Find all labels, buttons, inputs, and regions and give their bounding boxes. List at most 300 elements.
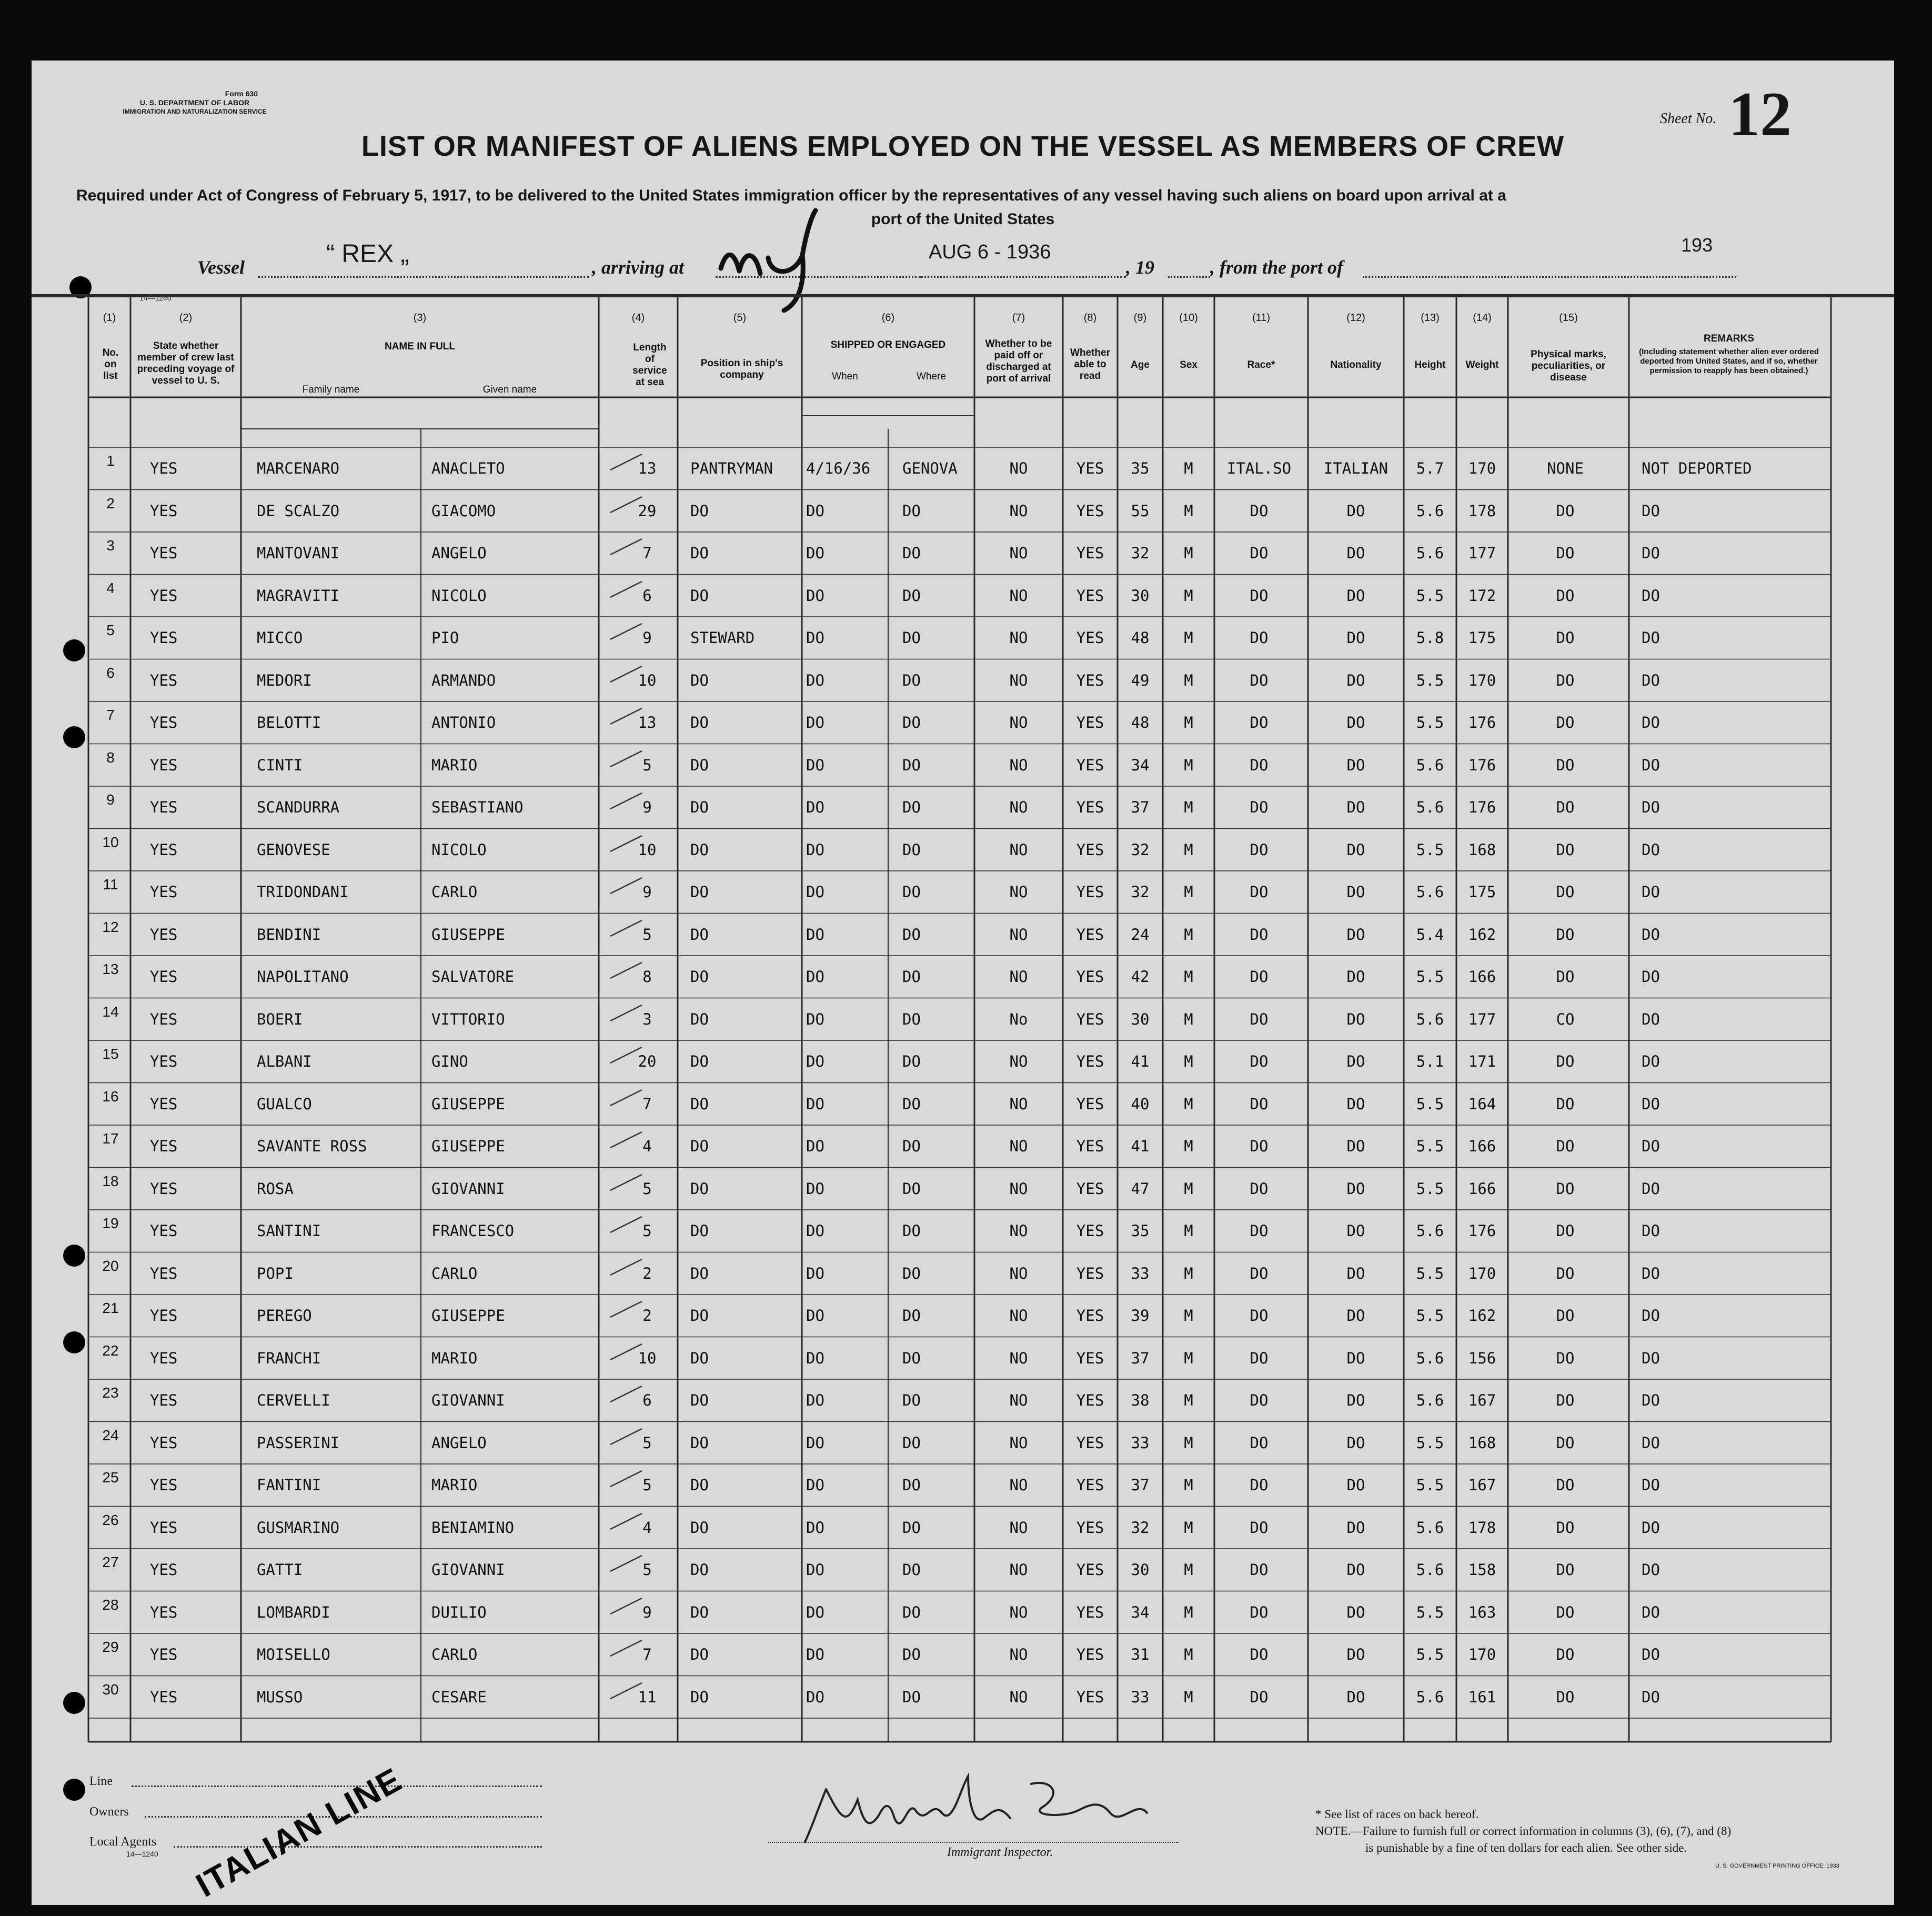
cell-sex: M	[1184, 1264, 1193, 1282]
cell-position: DO	[690, 840, 709, 859]
check-tick-mark	[608, 1553, 645, 1574]
cell-family: MUSSO	[257, 1688, 303, 1706]
cell-sex: M	[1184, 1561, 1193, 1579]
check-tick-mark	[608, 1087, 645, 1108]
cell-where: DO	[902, 1433, 921, 1452]
cell-nat: DO	[1346, 1010, 1365, 1028]
cell-when: DO	[806, 1264, 824, 1282]
cell-nat: DO	[1346, 968, 1365, 986]
cell-remarks: DO	[1642, 1561, 1660, 1579]
cell-read: YES	[1076, 671, 1104, 689]
check-tick-mark	[608, 1172, 645, 1193]
cell-age: 37	[1131, 1476, 1150, 1494]
cell-position: DO	[690, 1222, 709, 1240]
cell-nat: DO	[1346, 1688, 1365, 1706]
check-tick-mark	[608, 452, 645, 473]
cell-age: 55	[1131, 501, 1150, 520]
cell-age: 32	[1131, 544, 1150, 562]
cell-weight: 166	[1468, 1137, 1496, 1155]
cell-when: DO	[806, 629, 824, 647]
cell-age: 37	[1131, 1349, 1150, 1367]
cell-weight: 175	[1468, 883, 1496, 901]
cell-remarks: DO	[1642, 1349, 1660, 1367]
cell-weight: 177	[1468, 1010, 1496, 1028]
col-5-number: (5)	[733, 312, 747, 324]
cell-marks: NONE	[1547, 459, 1584, 477]
cell-remarks: DO	[1642, 1391, 1660, 1409]
cell-sex: M	[1184, 1646, 1193, 1663]
cell-height: 5.5	[1416, 671, 1444, 689]
cell-remarks: DO	[1642, 925, 1660, 944]
cell-read: YES	[1076, 1518, 1104, 1537]
cell-when: DO	[806, 925, 824, 944]
cell-given: ANTONIO	[431, 714, 496, 731]
cell-when: DO	[806, 1476, 824, 1494]
cell-prev: YES	[150, 1052, 178, 1070]
col-14-header: Weight	[1465, 359, 1499, 370]
cell-when: DO	[806, 1052, 824, 1070]
cell-given: DUILIO	[431, 1603, 487, 1621]
cell-no: 15	[102, 1046, 119, 1062]
cell-no: 28	[102, 1596, 119, 1613]
cell-paid: NO	[1009, 840, 1028, 859]
cell-prev: YES	[150, 586, 178, 605]
cell-height: 5.6	[1416, 1349, 1444, 1367]
cell-family: FANTINI	[257, 1476, 321, 1494]
cell-read: YES	[1076, 501, 1104, 520]
cell-service: 7	[642, 1646, 652, 1663]
cell-race: DO	[1250, 925, 1269, 944]
cell-read: YES	[1076, 544, 1104, 562]
cell-no: 3	[106, 537, 115, 554]
cell-sex: M	[1184, 1095, 1193, 1113]
col-9-number: (9)	[1133, 312, 1147, 324]
page-title: LIST OR MANIFEST OF ALIENS EMPLOYED ON THE VESSEL AS MEMBERS OF CREW	[361, 131, 1565, 162]
cell-given: MARIO	[431, 756, 478, 774]
cell-service: 2	[642, 1264, 652, 1282]
cell-prev: YES	[150, 459, 178, 477]
cell-given: GIOVANNI	[431, 1179, 505, 1198]
cell-prev: YES	[150, 1349, 178, 1367]
cell-position: DO	[690, 501, 709, 520]
cell-weight: 172	[1468, 586, 1496, 605]
cell-marks: DO	[1556, 1603, 1575, 1621]
cell-sex: M	[1184, 1603, 1193, 1621]
cell-no: 4	[106, 579, 115, 596]
cell-given: SALVATORE	[431, 968, 515, 986]
arrival-date: AUG 6 - 1936	[929, 241, 1051, 263]
cell-age: 30	[1131, 1561, 1150, 1579]
cell-weight: 162	[1468, 1307, 1496, 1325]
cell-family: MICCO	[257, 629, 303, 647]
cell-no: 7	[106, 707, 115, 723]
cell-service: 13	[638, 714, 657, 731]
cell-when: DO	[806, 798, 824, 816]
cell-prev: YES	[150, 1010, 178, 1028]
shipped-where-header: Where	[917, 371, 946, 382]
manifest-sheet	[32, 61, 1894, 1905]
cell-prev: YES	[150, 671, 178, 689]
cell-paid: NO	[1009, 1349, 1028, 1367]
cell-age: 35	[1131, 1222, 1150, 1240]
cell-remarks: DO	[1642, 756, 1660, 774]
cell-nat: DO	[1346, 1095, 1365, 1113]
cell-marks: CO	[1556, 1010, 1575, 1028]
cell-race: DO	[1250, 798, 1269, 816]
cell-sex: M	[1184, 1518, 1193, 1537]
cell-when: DO	[806, 1688, 824, 1706]
cell-age: 48	[1131, 629, 1150, 647]
cell-position: STEWARD	[690, 629, 755, 647]
note-races: * See list of races on back hereof.	[1315, 1808, 1479, 1821]
cell-paid: NO	[1009, 1518, 1028, 1537]
cell-position: DO	[690, 544, 709, 562]
cell-paid: NO	[1009, 1052, 1028, 1070]
cell-race: DO	[1250, 756, 1269, 774]
cell-race: ITAL.SO	[1226, 459, 1292, 477]
cell-where: DO	[902, 925, 921, 944]
cell-no: 5	[106, 622, 115, 638]
cell-weight: 170	[1468, 459, 1496, 477]
cell-paid: No	[1009, 1010, 1028, 1028]
cell-read: YES	[1076, 629, 1104, 647]
cell-read: YES	[1076, 1179, 1104, 1198]
cell-height: 5.1	[1416, 1052, 1444, 1070]
cell-service: 7	[642, 1095, 652, 1113]
cell-marks: DO	[1556, 671, 1575, 689]
cell-when: DO	[806, 1561, 824, 1579]
cell-when: DO	[806, 714, 824, 731]
cell-read: YES	[1076, 1222, 1104, 1240]
cell-nat: ITALIAN	[1323, 459, 1388, 477]
cell-given: ANGELO	[431, 1433, 487, 1452]
cell-where: DO	[902, 1010, 921, 1028]
cell-prev: YES	[150, 1688, 178, 1706]
cell-where: DO	[902, 501, 921, 520]
cell-marks: DO	[1556, 756, 1575, 774]
cell-service: 5	[642, 1433, 652, 1452]
cell-position: DO	[690, 1518, 709, 1537]
cell-where: DO	[902, 1561, 921, 1579]
cell-prev: YES	[150, 1179, 178, 1198]
cell-read: YES	[1076, 798, 1104, 816]
printing-office: U. S. GOVERNMENT PRINTING OFFICE: 1933	[1715, 1863, 1839, 1869]
cell-nat: DO	[1346, 1391, 1365, 1409]
cell-race: DO	[1250, 1095, 1269, 1113]
cell-given: GIOVANNI	[431, 1561, 505, 1579]
cell-age: 24	[1131, 925, 1150, 944]
cell-race: DO	[1250, 1391, 1269, 1409]
cell-nat: DO	[1346, 586, 1365, 605]
cell-given: CARLO	[431, 883, 478, 901]
cell-age: 49	[1131, 671, 1150, 689]
cell-height: 5.5	[1416, 1179, 1444, 1198]
cell-prev: YES	[150, 925, 178, 944]
line-label: Line	[89, 1774, 113, 1788]
cell-prev: YES	[150, 1137, 178, 1155]
cell-prev: YES	[150, 1603, 178, 1621]
cell-position: DO	[690, 1561, 709, 1579]
cell-nat: DO	[1346, 1433, 1365, 1452]
cell-when: DO	[806, 1603, 824, 1621]
cell-read: YES	[1076, 1137, 1104, 1155]
cell-read: YES	[1076, 714, 1104, 731]
cell-marks: DO	[1556, 1518, 1575, 1537]
cell-prev: YES	[150, 1518, 178, 1537]
cell-no: 17	[102, 1130, 119, 1147]
cell-given: CARLO	[431, 1646, 478, 1663]
cell-prev: YES	[150, 1307, 178, 1325]
cell-given: SEBASTIANO	[431, 798, 524, 816]
cell-race: DO	[1250, 1476, 1269, 1494]
inspector-signature	[768, 1768, 1200, 1847]
col-10-header: Sex	[1180, 359, 1198, 370]
cell-read: YES	[1076, 1646, 1104, 1663]
cell-paid: NO	[1009, 501, 1028, 520]
col-1-header: No. on list	[102, 347, 119, 382]
cell-marks: DO	[1556, 714, 1575, 731]
cell-age: 41	[1131, 1052, 1150, 1070]
cell-prev: YES	[150, 840, 178, 859]
col-12-header: Nationality	[1330, 359, 1382, 370]
cell-service: 6	[642, 1391, 652, 1409]
cell-read: YES	[1076, 968, 1104, 986]
check-tick-mark	[608, 1468, 645, 1489]
cell-paid: NO	[1009, 714, 1028, 731]
cell-weight: 163	[1468, 1603, 1496, 1621]
cell-sex: M	[1184, 629, 1193, 647]
cell-height: 5.6	[1416, 1010, 1444, 1028]
cell-no: 2	[106, 495, 115, 511]
cell-position: DO	[690, 1010, 709, 1028]
cell-height: 5.5	[1416, 840, 1444, 859]
cell-weight: 166	[1468, 968, 1496, 986]
form-label: Form 630	[225, 89, 258, 98]
cell-weight: 178	[1468, 1518, 1496, 1537]
cell-no: 1	[106, 453, 115, 469]
cell-age: 32	[1131, 840, 1150, 859]
cell-family: BELOTTI	[257, 714, 321, 731]
cell-sex: M	[1184, 968, 1193, 986]
cell-nat: DO	[1346, 1476, 1365, 1494]
cell-weight: 176	[1468, 756, 1496, 774]
cell-marks: DO	[1556, 1307, 1575, 1325]
cell-race: DO	[1250, 586, 1269, 605]
cell-family: CINTI	[257, 756, 303, 774]
cell-when: DO	[806, 1391, 824, 1409]
cell-sex: M	[1184, 1222, 1193, 1240]
cell-family: SAVANTE ROSS	[257, 1137, 367, 1155]
cell-paid: NO	[1009, 968, 1028, 986]
cell-height: 5.6	[1416, 1222, 1444, 1240]
cell-paid: NO	[1009, 544, 1028, 562]
cell-given: GIACOMO	[431, 501, 496, 520]
cell-service: 5	[642, 1179, 652, 1198]
cell-nat: DO	[1346, 1349, 1365, 1367]
cell-weight: 168	[1468, 840, 1496, 859]
vessel-label: Vessel	[197, 257, 245, 278]
cell-position: DO	[690, 1052, 709, 1070]
year-field: 193	[1681, 234, 1713, 256]
cell-marks: DO	[1556, 883, 1575, 901]
subtitle-line-2: port of the United States	[871, 210, 1055, 228]
cell-given: FRANCESCO	[431, 1222, 515, 1240]
cell-service: 10	[638, 1349, 657, 1367]
cell-remarks: DO	[1642, 1476, 1660, 1494]
cell-given: MARIO	[431, 1476, 478, 1494]
cell-where: DO	[902, 968, 921, 986]
cell-age: 32	[1131, 883, 1150, 901]
cell-where: DO	[902, 1688, 921, 1706]
check-tick-mark	[608, 833, 645, 854]
cell-sex: M	[1184, 714, 1193, 731]
cell-height: 5.5	[1416, 968, 1444, 986]
cell-sex: M	[1184, 1476, 1193, 1494]
col-2-header: State whether member of crew last preceding voyage of vessel to U. S.	[137, 340, 235, 386]
cell-sex: M	[1184, 1137, 1193, 1155]
cell-weight: 170	[1468, 671, 1496, 689]
cell-weight: 167	[1468, 1391, 1496, 1409]
cell-sex: M	[1184, 1391, 1193, 1409]
cell-age: 33	[1131, 1688, 1150, 1706]
sheet-label: Sheet No.	[1660, 111, 1717, 127]
cell-where: DO	[902, 1646, 921, 1663]
cell-marks: DO	[1556, 1433, 1575, 1452]
cell-where: DO	[902, 1052, 921, 1070]
col-11-header: Race*	[1247, 359, 1275, 370]
cell-height: 5.6	[1416, 1391, 1444, 1409]
cell-service: 10	[638, 671, 657, 689]
cell-height: 5.6	[1416, 883, 1444, 901]
cell-age: 42	[1131, 968, 1150, 986]
cell-given: GINO	[431, 1052, 468, 1070]
cell-paid: NO	[1009, 883, 1028, 901]
cell-race: DO	[1250, 544, 1269, 562]
cell-age: 31	[1131, 1646, 1150, 1663]
cell-nat: DO	[1346, 1561, 1365, 1579]
cell-nat: DO	[1346, 1646, 1365, 1663]
cell-family: POPI	[257, 1264, 294, 1282]
cell-service: 4	[642, 1137, 652, 1155]
cell-given: VITTORIO	[431, 1010, 505, 1028]
vessel-name: “ REX „	[326, 240, 409, 268]
cell-height: 5.5	[1416, 1095, 1444, 1113]
check-tick-mark	[608, 1426, 645, 1447]
cell-height: 5.5	[1416, 1603, 1444, 1621]
cell-family: MARCENARO	[257, 459, 340, 477]
cell-race: DO	[1250, 1688, 1269, 1706]
cell-service: 4	[642, 1518, 652, 1537]
cell-race: DO	[1250, 1433, 1269, 1452]
cell-position: DO	[690, 1137, 709, 1155]
check-tick-mark	[608, 1299, 645, 1320]
cell-position: PANTRYMAN	[690, 459, 773, 477]
cell-marks: DO	[1556, 1052, 1575, 1070]
cell-remarks: DO	[1642, 544, 1660, 562]
check-tick-mark	[608, 748, 645, 769]
cell-nat: DO	[1346, 501, 1365, 520]
check-tick-mark	[608, 918, 645, 939]
cell-prev: YES	[150, 501, 178, 520]
cell-marks: DO	[1556, 1561, 1575, 1579]
cell-sex: M	[1184, 840, 1193, 859]
cell-nat: DO	[1346, 1264, 1365, 1282]
cell-no: 24	[102, 1427, 119, 1443]
cell-remarks: DO	[1642, 968, 1660, 986]
cell-paid: NO	[1009, 925, 1028, 944]
cell-marks: DO	[1556, 1349, 1575, 1367]
cell-family: MEDORI	[257, 671, 312, 689]
cell-weight: 156	[1468, 1349, 1496, 1367]
cell-remarks: DO	[1642, 1688, 1660, 1706]
cell-read: YES	[1076, 1433, 1104, 1452]
cell-sex: M	[1184, 883, 1193, 901]
cell-read: YES	[1076, 1391, 1104, 1409]
cell-service: 5	[642, 925, 652, 944]
cell-race: DO	[1250, 883, 1269, 901]
cell-where: DO	[902, 1603, 921, 1621]
col-5-header: Position in ship's company	[700, 358, 783, 380]
service-label: IMMIGRATION AND NATURALIZATION SERVICE	[123, 108, 267, 115]
cell-read: YES	[1076, 1052, 1104, 1070]
check-tick-mark	[608, 1045, 645, 1066]
cell-when: 4/16/36	[806, 459, 871, 477]
cell-where: DO	[902, 629, 921, 647]
cell-when: DO	[806, 1010, 824, 1028]
cell-when: DO	[806, 1433, 824, 1452]
cell-sex: M	[1184, 459, 1193, 477]
cell-marks: DO	[1556, 1391, 1575, 1409]
cell-age: 38	[1131, 1391, 1150, 1409]
cell-paid: NO	[1009, 1095, 1028, 1113]
cell-age: 33	[1131, 1433, 1150, 1452]
remarks-subheader: (Including statement whether alien ever ordered deported from United States, and if so, whether permission to reapply has been obtained.)	[1639, 347, 1819, 375]
cell-prev: YES	[150, 1476, 178, 1494]
cell-family: LOMBARDI	[257, 1603, 330, 1621]
cell-weight: 167	[1468, 1476, 1496, 1494]
cell-where: DO	[902, 1179, 921, 1198]
col-3-header: NAME IN FULL	[384, 341, 456, 352]
cell-family: GUALCO	[257, 1095, 312, 1113]
col-15-number: (15)	[1559, 312, 1578, 324]
given-name-header: Given name	[482, 384, 537, 395]
cell-remarks: DO	[1642, 1264, 1660, 1282]
cell-family: GATTI	[257, 1561, 303, 1579]
col-4-header: Length of service at sea	[632, 342, 667, 388]
owners-label: Owners	[89, 1805, 129, 1819]
cell-read: YES	[1076, 1095, 1104, 1113]
cell-service: 13	[638, 459, 657, 477]
cell-sex: M	[1184, 798, 1193, 816]
cell-no: 9	[106, 791, 115, 808]
cell-when: DO	[806, 756, 824, 774]
cell-when: DO	[806, 1307, 824, 1325]
cell-when: DO	[806, 1646, 824, 1663]
cell-position: DO	[690, 1307, 709, 1325]
cell-read: YES	[1076, 1476, 1104, 1494]
cell-race: DO	[1250, 1561, 1269, 1579]
cell-position: DO	[690, 925, 709, 944]
cell-where: DO	[902, 840, 921, 859]
cell-family: TRIDONDANI	[257, 883, 349, 901]
check-tick-mark	[608, 1129, 645, 1150]
cell-service: 2	[642, 1307, 652, 1325]
cell-weight: 175	[1468, 629, 1496, 647]
cell-read: YES	[1076, 756, 1104, 774]
check-tick-mark	[608, 536, 645, 557]
cell-marks: DO	[1556, 1476, 1575, 1494]
cell-family: MANTOVANI	[257, 544, 340, 562]
